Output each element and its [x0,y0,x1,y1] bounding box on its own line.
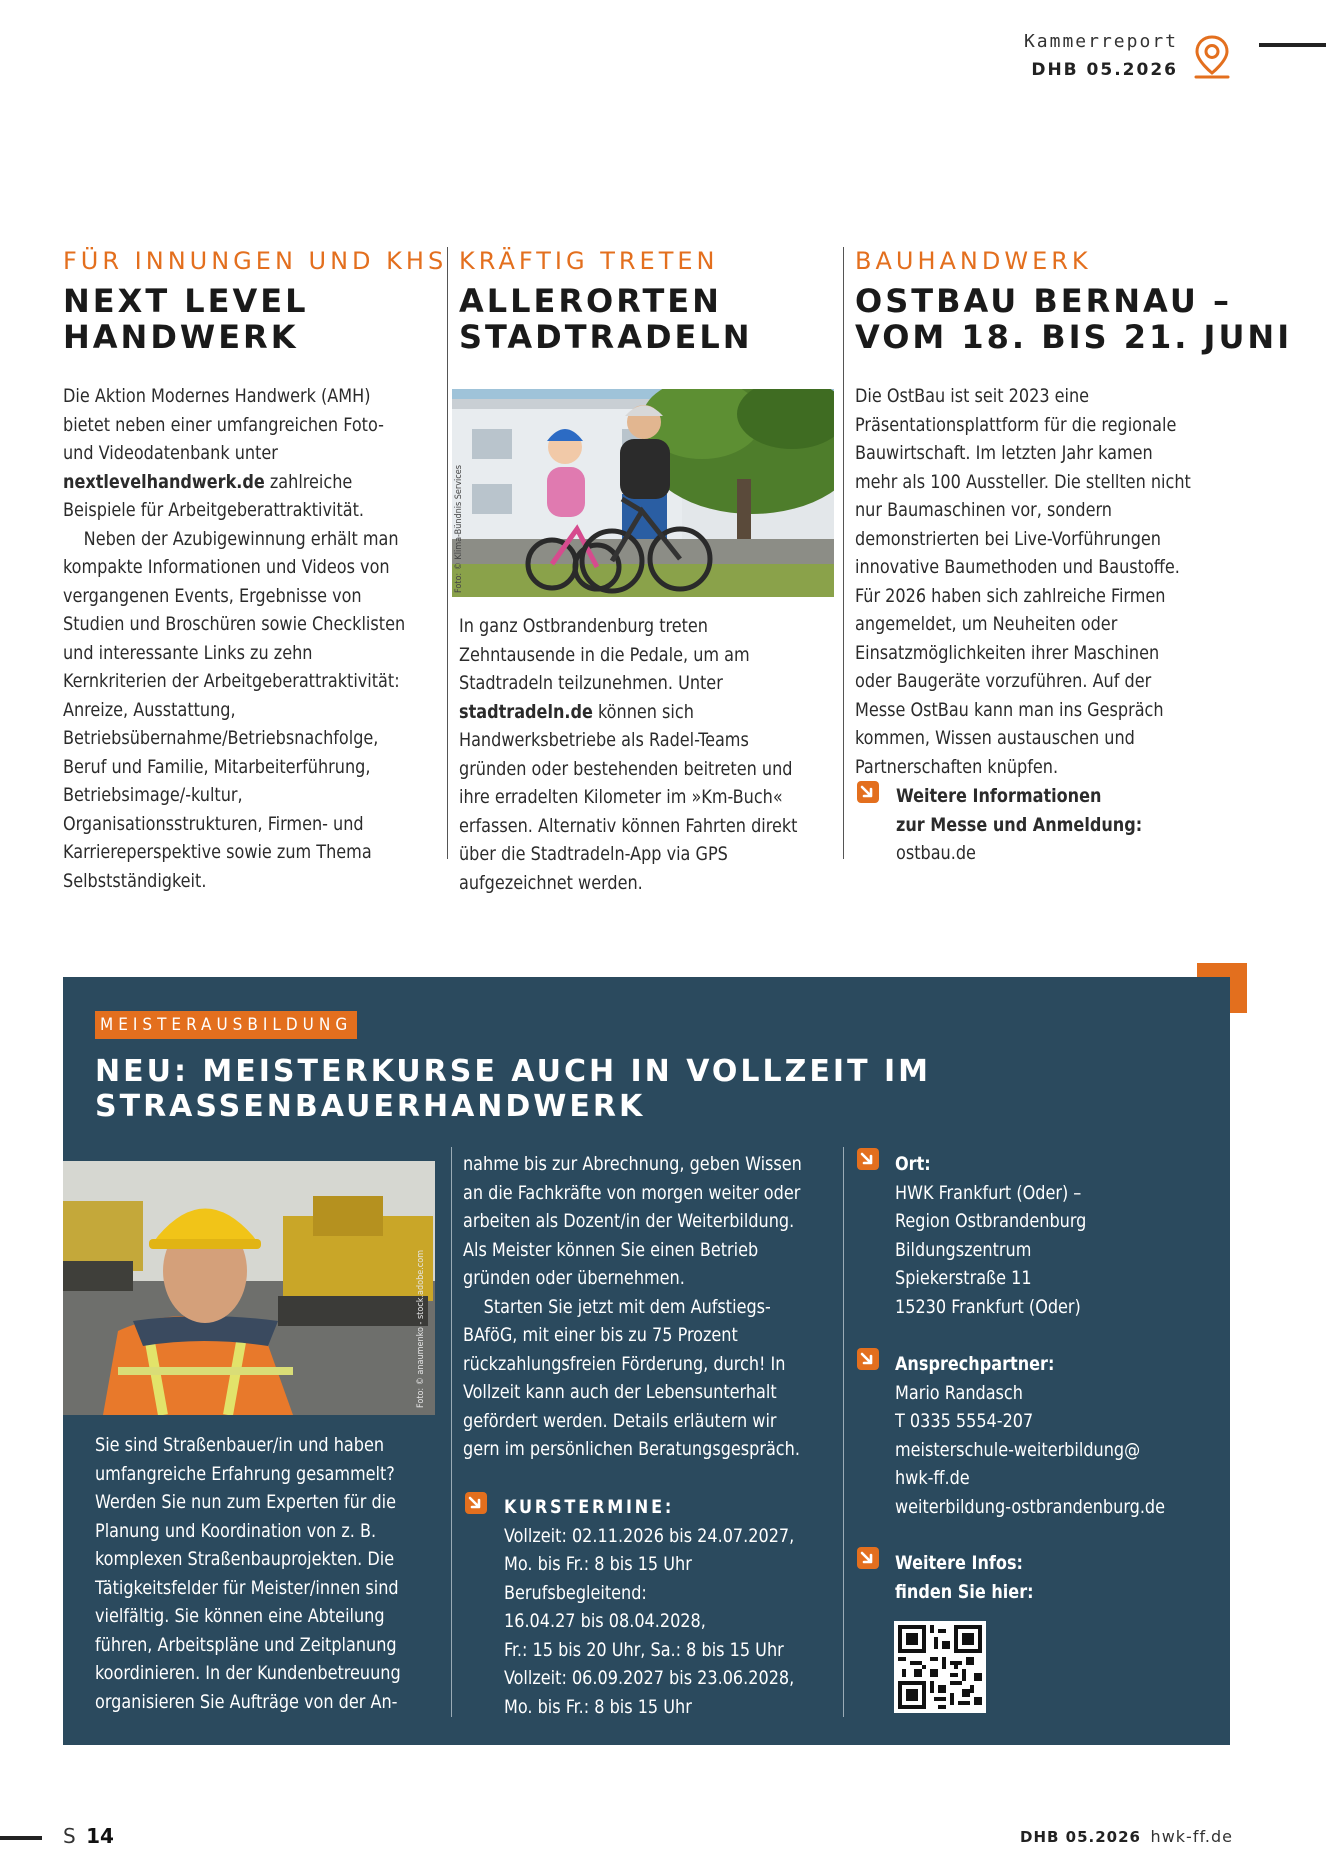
box-mid-text [463,1150,807,1464]
kurs-line: Berufsbegleitend: [504,1581,647,1604]
more-info-block [895,1549,1034,1606]
footer-issue: DHB 05.2026 [1020,1828,1141,1846]
ostbau-link[interactable]: ostbau.de [896,842,976,864]
kurs-line: 16.04.27 bis 08.04.2028, [504,1610,706,1632]
footer-site[interactable]: hwk-ff.de [1150,1827,1233,1846]
box-headline-line2: STRASSENBAUERHANDWERK [95,1089,646,1124]
stadtradeln-link[interactable]: stadtradeln.de [459,700,593,723]
ort-line: 15230 Frankfurt (Oder) [895,1295,1081,1318]
col1-headline-line2: HANDWERK [63,318,299,356]
col3-info-label-2: zur Messe und Anmeldung: [896,813,1143,836]
contact-website[interactable]: weiterbildung-ostbrandenburg.de [895,1495,1166,1518]
more-info-label-1: Weitere Infos: [895,1552,1023,1574]
worker-photo [63,1161,435,1415]
contact-name: Mario Randasch [895,1381,1023,1404]
col3-headline-line2: VOM 18. BIS 21. JUNI [855,318,1293,356]
col2-kicker: KRÄFTIG TRETEN [459,247,719,275]
col1-headline-line1: NEXT LEVEL [63,282,309,320]
box-mid-paragraph-1: nahme bis zur Abrechnung, geben Wissen an die Fachkräfte von morgen weiter oder arbeiten als Dozent/in der Weiterbildung. Als Meister können Sie einen Betrieb gründen oder übernehmen. [463,1153,802,1289]
column-divider-2 [843,247,844,859]
ort-line: HWK Frankfurt (Oder) – [895,1181,1082,1204]
location-pin-icon [1190,33,1234,81]
col2-body [459,612,803,897]
more-info-label-2: finden Sie hier: [895,1580,1034,1603]
col1-body [63,382,407,895]
col2-headline-line2: STADTRADELN [459,318,753,356]
col3-paragraph-1: Die OstBau ist seit 2023 eine Präsentationsplattform für die regionale Bauwirtschaft. Im letzten Jahr kamen mehr als 100 Aussteller. Die stellten nicht nur Baumaschinen vor, sondern demonstrierten bei Live-Vorführungen innovative Baumethoden und Baustoffe. Für 2026 haben sich zahlreiche Firmen angemeldet, um Neuheiten oder Einsatzmöglichkeiten ihrer Maschinen oder Baugeräte vorzuführen. Auf der Messe OstBau kann man ins Gespräch kommen, Wissen austauschen und Partnerschaften knüpfen. [855,385,1191,778]
ort-label: Ort: [895,1153,931,1175]
contact-arrow-icon [857,1348,879,1371]
col3-headline [855,283,1292,355]
col1-paragraph-1: Die Aktion Modernes Handwerk (AMH) bietet neben einer umfangreichen Foto- und Videodatenbank unter nextlevelhandwerk.de zahlreiche Beispiele für Arbeitgeberattraktivität. [63,385,384,521]
contact-phone[interactable]: T 0335 5554-207 [895,1410,1034,1432]
kurs-line: Vollzeit: 02.11.2026 bis 24.07.2027, [504,1524,795,1547]
footer-page-number: 14 [86,1824,114,1848]
ort-block [895,1150,1086,1321]
ort-line: Bildungszentrum [895,1238,1032,1261]
kurs-line: Mo. bis Fr.: 8 bis 15 Uhr [504,1695,692,1718]
col3-info [896,782,1197,868]
col3-body [855,382,1199,781]
col3-info-label-1: Weitere Informationen [896,785,1102,807]
col3-headline-line1: OSTBAU BERNAU – [855,282,1232,320]
ort-arrow-icon [857,1148,879,1171]
box-photo-credit: Foto: © anaumenko - stock.adobe.com [416,1249,426,1408]
kurs-line: Vollzeit: 06.09.2027 bis 23.06.2028, [504,1667,795,1689]
contact-block [895,1350,1165,1521]
col2-headline-line1: ALLERORTEN [459,282,722,320]
header-issue: DHB 05.2026 [1031,60,1178,80]
ort-line: Spiekerstraße 11 [895,1267,1032,1289]
box-mid-paragraph-2: Starten Sie jetzt mit dem Aufstiegs-BAföG, mit einer bis zu 75 Prozent rückzahlungsfreien Förderung, durch! In Vollzeit kann auch der Lebensunterhalt gefördert werden. Details erläutern wir gern im persönlichen Beratungsgespräch. [463,1295,800,1460]
col2-photo-credit: Foto: © Klima-Bündnis Services [454,465,464,593]
kurs-line: Fr.: 15 bis 20 Uhr, Sa.: 8 bis 15 Uhr [504,1638,784,1661]
qr-code[interactable] [894,1621,986,1713]
contact-label: Ansprechpartner: [895,1353,1055,1375]
col3-info-arrow-icon [857,781,879,804]
header-rule [1259,43,1326,47]
col2-paragraph-1: In ganz Ostbrandenburg treten Zehntausende in die Pedale, um am Stadtradeln teilzunehmen. Unter stadtradeln.de können sich Handwerksbetriebe als Radel-Teams gründen oder bestehenden beitreten und ihre erradelten Kilometer im »Km-Buch« erfassen. Alternativ können Fahrten direkt über die Stadtradeln-App via GPS aufgezeichnet werden. [459,615,798,894]
footer-rule-left [0,1836,42,1840]
nextlevelhandwerk-link[interactable]: nextlevelhandwerk.de [63,470,265,493]
box-tag: MEISTERAUSBILDUNG [95,1011,357,1039]
ort-line: Region Ostbrandenburg [895,1210,1087,1232]
header-section-label: Kammerreport [1023,31,1178,52]
box-divider-1 [451,1147,452,1717]
contact-email[interactable]: meisterschule-weiterbildung@ [895,1438,1141,1461]
footer-page-prefix: S [63,1824,76,1848]
col3-kicker: BAUHANDWERK [855,247,1092,275]
contact-email-domain[interactable]: hwk-ff.de [895,1467,970,1489]
more-info-arrow-icon [857,1547,879,1570]
col1-paragraph-2: Neben der Azubigewinnung erhält man kompakte Informationen und Videos von vergangenen Events, Ergebnisse von Studien und Broschüren sowie Checklisten und interessante Links zu zehn Kernkriterien der Arbeitgeberattraktivität: Anreize, Ausstattung, Betriebsübernahme/Betriebsnachfolge, Beruf und Familie, Mitarbeiterführung, Betriebsimage/-kultur, Organisationsstrukturen, Firmen- und Karriereperspektive sowie zum Thema Selbstständigkeit. [63,527,406,892]
kurstermine [504,1493,794,1721]
box-headline [95,1054,931,1124]
box-headline-line1: NEU: MEISTERKURSE AUCH IN VOLLZEIT IM [95,1054,931,1089]
col1-kicker: FÜR INNUNGEN UND KHS [63,247,448,275]
kurs-line: Mo. bis Fr.: 8 bis 15 Uhr [504,1553,692,1575]
box-divider-2 [843,1147,844,1717]
kurstermine-label: KURSTERMINE: [504,1496,675,1518]
footer-page [63,1824,114,1848]
col1-headline [63,283,309,355]
box-left-text: Sie sind Straßenbauer/in und haben umfangreiche Erfahrung gesammelt? Werden Sie nun zum Experten für die Planung und Koordination von z. B. komplexen Straßenbauprojekten. Die Tätigkeitsfelder für Meister/innen sind vielfältig. Sie können eine Abteilung führen, Arbeitspläne und Zeitplanung koordinieren. In der Kundenbetreuung organisieren Sie Aufträge von der An- [95,1434,401,1713]
column-divider-1 [447,247,448,859]
kurs-arrow-icon [465,1492,487,1515]
col2-headline [459,283,753,355]
stadtradeln-photo [452,389,834,597]
